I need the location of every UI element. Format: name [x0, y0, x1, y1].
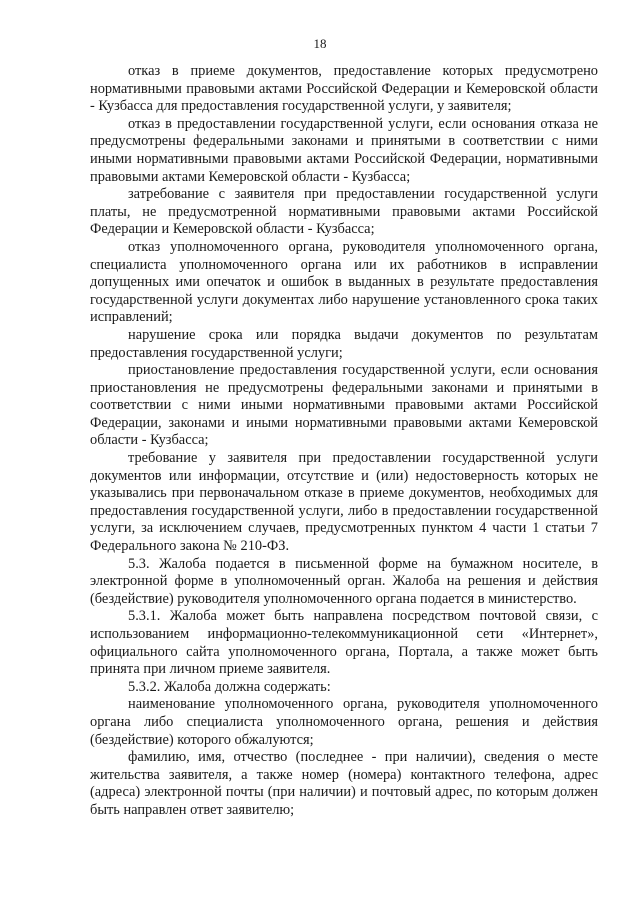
paragraph: отказ уполномоченного органа, руководителя уполномоченного органа, специалиста уполномоченного органа или их работников в исправлении допущенных ими опечаток и ошибок в выданных в результате предоставления государственной услуги документах либо нарушение установленного срока таких исправлений;: [90, 238, 598, 326]
paragraph: фамилию, имя, отчество (последнее - при наличии), сведения о месте жительства заявителя, а также номер (номера) контактного телефона, адрес (адреса) электронной почты (при наличии) и почтовый адрес, по которым должен быть направлен ответ заявителю;: [90, 749, 598, 818]
paragraph: 5.3.2. Жалоба должна содержать:: [128, 678, 331, 695]
paragraph: требование у заявителя при предоставлении государственной услуги документов или информации, отсутствие и (или) недостоверность которых не указывались при первоначальном отказе в приеме документов, необходимых для предоставления государственной услуги, либо в предоставлении государственной услуги, за исключением случаев, предусмотренных пунктом 4 части 1 статьи 7 Федерального закона № 210-ФЗ.: [90, 450, 598, 555]
paragraph: приостановление предоставления государственной услуги, если основания приостановления не предусмотрены федеральными законами и принятыми в соответствии с ними иными нормативными правовыми актами Российской Федерации, законами и иными нормативными правовыми актами Кемеровской области - Кузбасса;: [90, 362, 598, 449]
paragraph: отказ в приеме документов, предоставление которых предусмотрено нормативными правовыми актами Российской Федерации и Кемеровской области - Кузбасса для предоставления государственной услуги, у заявителя;: [90, 63, 598, 115]
paragraph: затребование с заявителя при предоставлении государственной услуги платы, не предусмотренной нормативными правовыми актами Российской Федерации и Кемеровской области - Кузбасса;: [90, 186, 598, 238]
paragraph: отказ в предоставлении государственной услуги, если основания отказа не предусмотрены федеральными законами и принятыми в соответствии с ними иными нормативными правовыми актами Российской Федерации, нормативными правовыми актами Кемеровской области - Кузбасса;: [90, 115, 598, 185]
paragraph: наименование уполномоченного органа, руководителя уполномоченного органа либо специалиста уполномоченного органа, решения и действия (бездействие) которого обжалуются;: [90, 696, 598, 748]
document-body: [90, 63, 598, 820]
paragraph: нарушение срока или порядка выдачи документов по результатам предоставления государственной услуги;: [90, 326, 598, 361]
paragraph: 5.3. Жалоба подается в письменной форме на бумажном носителе, в электронной форме в уполномоченный орган. Жалоба на решения и действия (бездействие) руководителя уполномоченного органа подается в министерство.: [90, 555, 598, 607]
paragraph: 5.3.1. Жалоба может быть направлена посредством почтовой связи, с использованием информационно-телекоммуникационной сети «Интернет», официального сайта уполномоченного органа, Портала, а также может быть принята при личном приеме заявителя.: [90, 608, 598, 678]
page-number: 18: [313, 36, 327, 51]
